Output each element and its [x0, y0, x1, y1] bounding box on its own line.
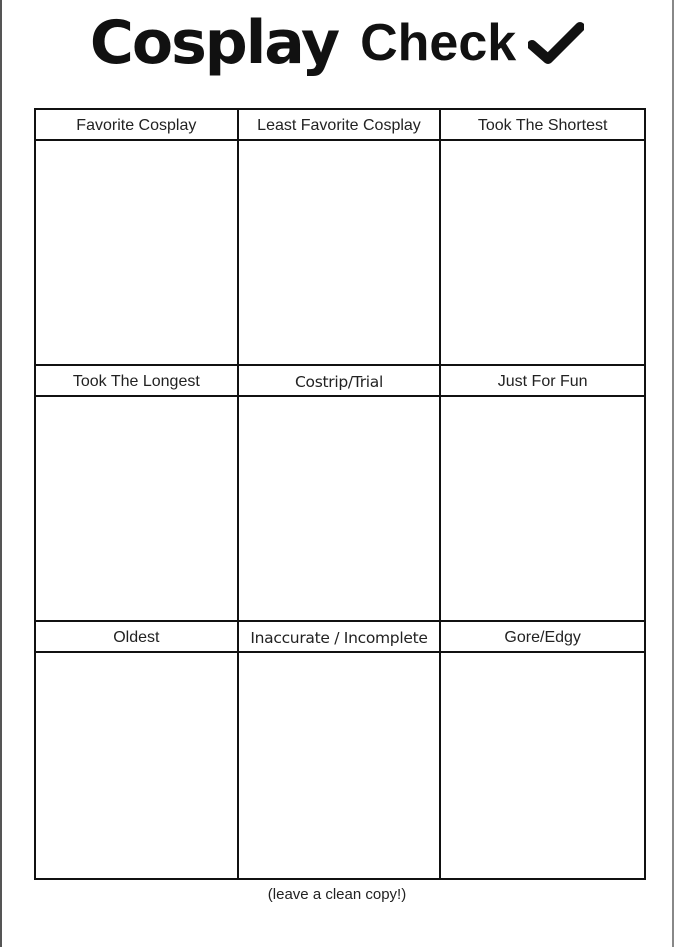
- image-slot[interactable]: [36, 653, 237, 878]
- cell-label: Oldest: [36, 622, 237, 653]
- grid-cell-oldest: [36, 622, 239, 878]
- grid-cell-took-the-shortest: [441, 110, 644, 366]
- cell-label: Gore/Edgy: [441, 622, 644, 653]
- cell-label: Least Favorite Cosplay: [239, 110, 440, 141]
- cell-label: Favorite Cosplay: [36, 110, 237, 141]
- title-cosplay: Cosplay: [89, 8, 339, 78]
- image-slot[interactable]: [441, 141, 644, 364]
- grid-cell-took-the-longest: [36, 366, 239, 622]
- image-slot[interactable]: [239, 653, 440, 878]
- grid-cell-costrip-trial: [239, 366, 442, 622]
- image-slot[interactable]: [441, 653, 644, 878]
- footer-note: (leave a clean copy!): [267, 886, 407, 903]
- cell-label: Inaccurate / Incomplete: [239, 622, 440, 653]
- cell-label: Took The Shortest: [441, 110, 644, 141]
- page-title: [2, 8, 672, 88]
- cell-label: Took The Longest: [36, 366, 237, 397]
- grid-cell-favorite-cosplay: [36, 110, 239, 366]
- image-slot[interactable]: [239, 397, 440, 620]
- image-slot[interactable]: [36, 141, 237, 364]
- grid-cell-just-for-fun: [441, 366, 644, 622]
- cell-label: Just For Fun: [441, 366, 644, 397]
- grid-cell-gore-edgy: [441, 622, 644, 878]
- checkmark-icon: [528, 21, 584, 65]
- cosplay-grid: [34, 108, 646, 880]
- image-slot[interactable]: [441, 397, 644, 620]
- image-slot[interactable]: [36, 397, 237, 620]
- title-check: Check: [360, 14, 517, 72]
- grid-cell-least-favorite-cosplay: [239, 110, 442, 366]
- grid-cell-inaccurate-incomplete: [239, 622, 442, 878]
- cell-label: Costrip/Trial: [239, 366, 440, 397]
- image-slot[interactable]: [239, 141, 440, 364]
